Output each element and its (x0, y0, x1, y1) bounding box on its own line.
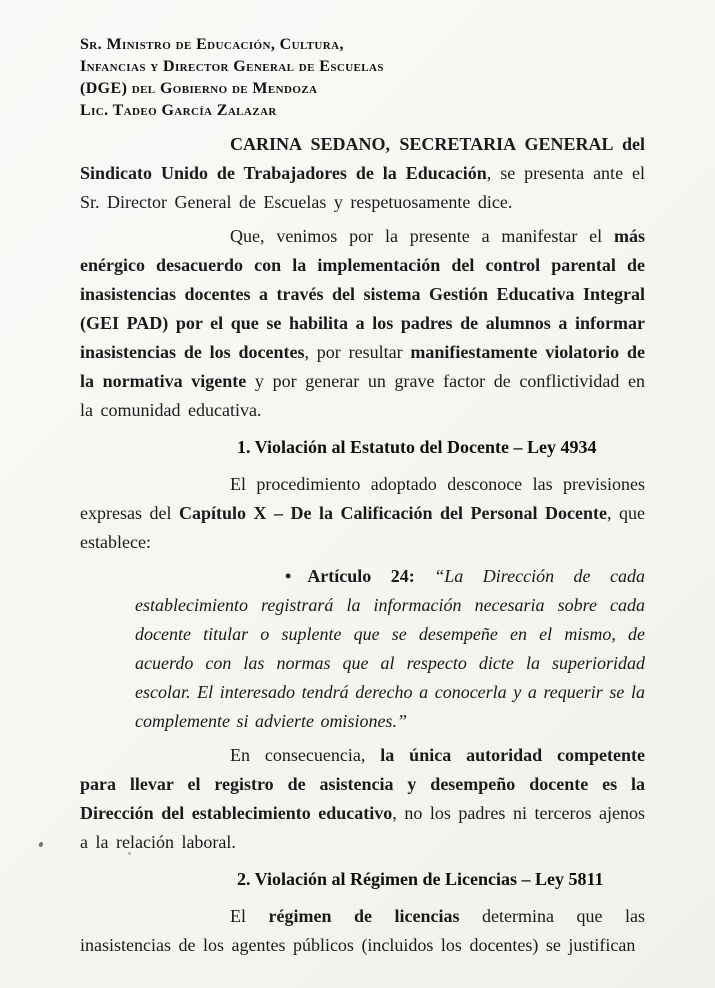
paragraph-presentation (80, 130, 645, 217)
text-run: El procedimiento adoptado desconoce las previsiones expresas del (80, 474, 645, 523)
text-run: El (230, 906, 269, 926)
text-run-bold: la única autoridad competente para llevar el registro de asistencia y desempeño docente es la Dirección del establecimiento educativo (80, 745, 645, 823)
paragraph-statute (80, 470, 645, 557)
quote-text: “La Dirección de cada establecimiento registrará la información necesaria sobre cada docente titular o suplente que se desempeñe en el mismo, de acuerdo con las normas que al respecto dicte la superioridad escolar. El interesado tendrá derecho a conocerla y a requerir se la complemente si advierte omisiones.” (135, 566, 646, 731)
section-heading-1: 1. Violación al Estatuto del Docente – Ley 4934 (237, 437, 597, 457)
text-run: , por resultar (304, 342, 411, 362)
text-run-bold: manifiestamente violatorio de la normativa vigente (80, 342, 645, 391)
text-run: , no los padres ni terceros ajenos a la relación laboral. (80, 803, 645, 852)
text-run: y por generar un grave factor de conflictividad en la comunidad educativa. (80, 371, 645, 420)
text-run: , se presenta ante el Sr. Director General de Escuelas y respetuosamente dice. (80, 163, 645, 212)
text-run-bold: CARINA SEDANO, SECRETARIA GENERAL del Sindicato Unido de Trabajadores de la Educación (80, 134, 645, 183)
paragraph-licenses (80, 902, 645, 960)
text-run-bold: régimen de licencias (268, 906, 460, 926)
text-run: : (408, 566, 435, 586)
paragraph-objection (80, 222, 645, 425)
paragraph-consequence (80, 741, 645, 857)
recipient-line-3: (DGE) del Gobierno de Mendoza (80, 80, 318, 97)
text-run: En consecuencia, (230, 745, 381, 765)
text-run: Que, venimos por la presente a manifestar el (230, 226, 614, 246)
recipient-block (80, 34, 645, 122)
recipient-line-1: Sr. Ministro de Educación, Cultura, (80, 36, 344, 53)
article-label: Artículo 24 (307, 566, 409, 586)
recipient-line-2: Infancias y Director General de Escuelas (80, 58, 384, 75)
scan-speck (128, 852, 131, 855)
scan-speck (38, 841, 44, 847)
bullet-icon: • (285, 566, 292, 586)
article-24-quote (135, 562, 645, 736)
recipient-line-4: Lic. Tadeo García Zalazar (80, 102, 277, 119)
text-run: , que establece: (80, 503, 645, 552)
section-heading-2: 2. Violación al Régimen de Licencias – Ley 5811 (237, 869, 604, 889)
text-run-bold: más enérgico desacuerdo con la implementación del control parental de inasistencias docentes a través del sistema Gestión Educativa Integral (GEI PAD) por el que se habilita a los padres de alumnos a informar inasistencias de los docentes (80, 226, 645, 362)
text-run: determina que las inasistencias de los agentes públicos (incluidos los docentes) se justifican (80, 906, 646, 955)
text-run-bold: Capítulo X – De la Calificación del Personal Docente (178, 503, 607, 523)
